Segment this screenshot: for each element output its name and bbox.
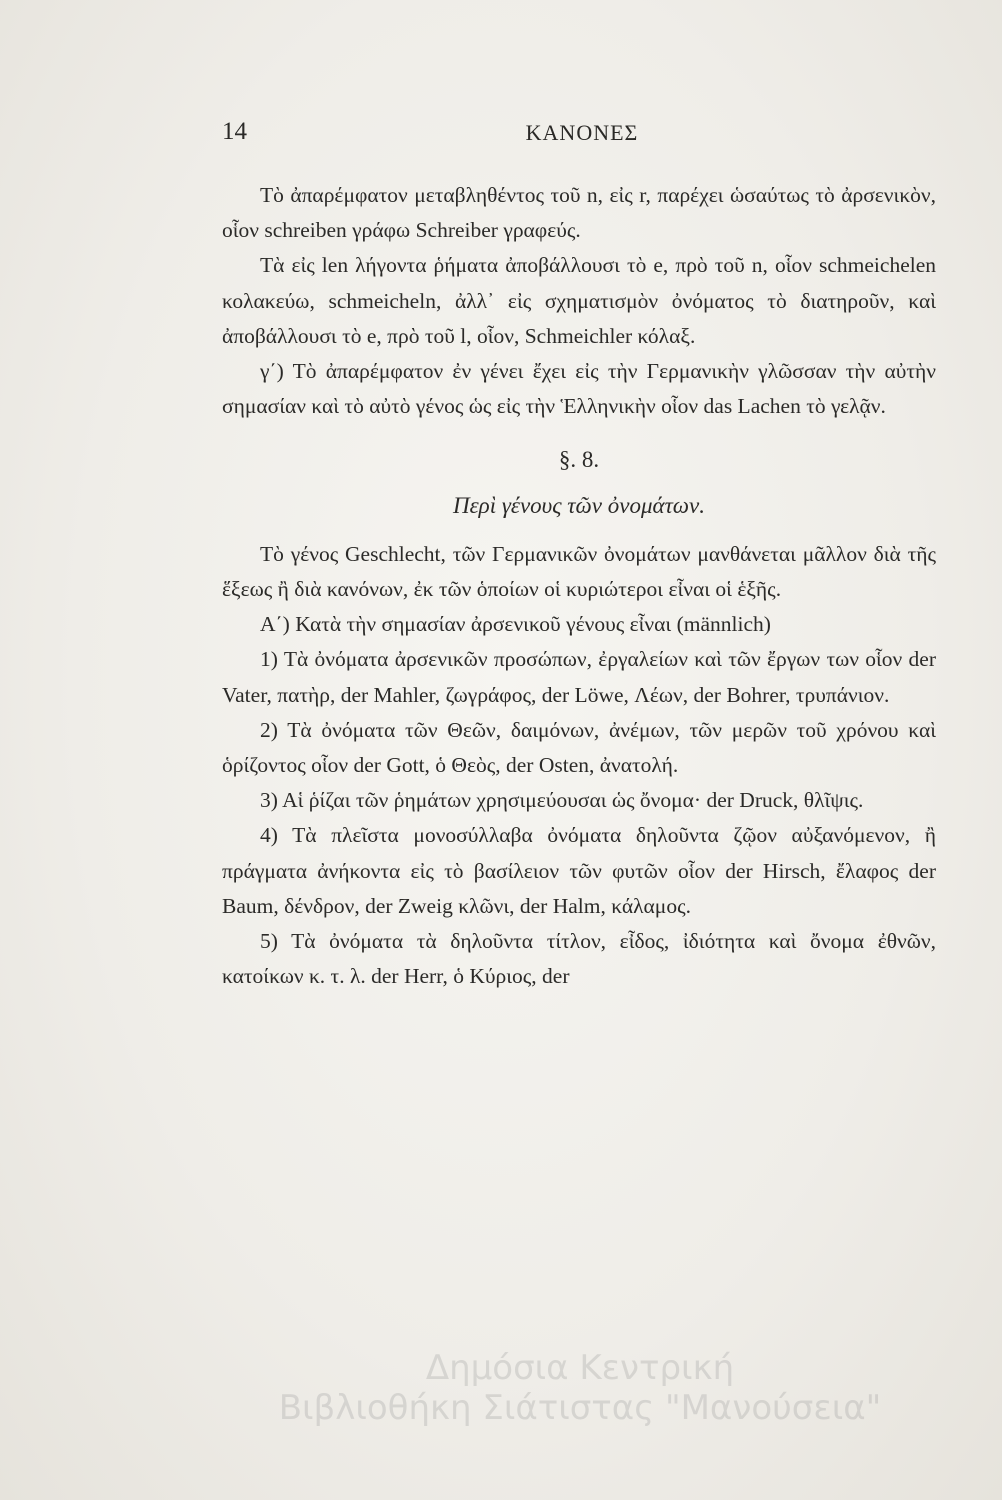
page-number: 14: [222, 118, 247, 145]
paragraph: γ΄) Τὸ ἀπαρέμφατον ἐν γένει ἔχει εἰς τὴν Γερμανικὴν γλῶσσαν τὴν αὐτὴν σημασίαν καὶ τὸ αὐτὸ γένος ὡς εἰς τὴν Ἑλληνικὴν οἷον das Lachen τὸ γελᾷν.: [222, 359, 936, 419]
list-item: 2) Τὰ ὀνόματα τῶν Θεῶν, δαιμόνων, ἀνέμων, τῶν μερῶν τοῦ χρόνου καὶ ὁρίζοντος οἷον der Gott, ὁ Θεὸς, der Osten, ἀνατολή.: [222, 717, 936, 778]
list-item: 1) Τὰ ὀνόματα ἀρσενικῶν προσώπων, ἐργαλείων καὶ τῶν ἔργων των οἷον der Vater, πατὴρ, der Mahler, ζωγράφος, der Löwe, Λέων, der Bohrer, τρυπάνιον.: [222, 647, 936, 707]
watermark-line: Δημόσια Κεντρική: [425, 1348, 735, 1388]
body-text: [222, 178, 936, 994]
watermark-line: Βιβλιοθήκη Σιάτιστας "Μανούσεια": [278, 1388, 882, 1428]
paragraph: Τὸ ἀπαρέμφατον μεταβληθέντος τοῦ n, εἰς r, παρέχει ὡσαύτως τὸ ἀρσενικὸν, οἷον schreiben γράφω Schreiber γραφεύς.: [222, 183, 936, 243]
page-header: [222, 118, 942, 158]
running-title: ΚΑΝΟΝΕΣ: [525, 120, 639, 145]
paragraph: Τὸ γένος Geschlecht, τῶν Γερμανικῶν ὀνομάτων μανθάνεται μᾶλλον διὰ τῆς ἕξεως ἢ διὰ κανόνων, ἐκ τῶν ὁποίων οἱ κυριώτεροι εἶναι οἱ ἑξῆς.: [222, 541, 936, 602]
section-number: §. 8.: [558, 447, 600, 473]
library-watermark: [180, 1348, 980, 1428]
paragraph: Α΄) Κατὰ τὴν σημασίαν ἀρσενικοῦ γένους εἶναι (männlich): [260, 612, 771, 637]
paragraph: Τὰ εἰς len λήγοντα ῥήματα ἀποβάλλουσι τὸ e, πρὸ τοῦ n, οἷον schmeichelen κολακεύω, schmeicheln, ἀλλ᾽ εἰς σχηματισμὸν ὀνόματος τὸ διατηροῦν, καὶ ἀποβάλλουσι τὸ e, πρὸ τοῦ l, οἷον, Schmeichler κόλαξ.: [222, 253, 936, 348]
section-title: Περὶ γένους τῶν ὀνομάτων.: [452, 492, 705, 518]
list-item: 5) Τὰ ὀνόματα τὰ δηλοῦντα τίτλον, εἶδος, ἰδιότητα καὶ ὄνομα ἐθνῶν, κατοίκων κ. τ. λ. der Herr, ὁ Κύριος, der: [222, 929, 936, 989]
list-item: 4) Τὰ πλεῖστα μονοσύλλαβα ὀνόματα δηλοῦντα ζῷον αὐξανόμενον, ἢ πράγματα ἀνήκοντα εἰς τὸ βασίλειον τῶν φυτῶν οἷον der Hirsch, ἔλαφος der Baum, δένδρον, der Zweig κλῶνι, der Halm, κάλαμος.: [222, 823, 936, 918]
list-item: 3) Αἱ ῥίζαι τῶν ῥημάτων χρησιμεύουσαι ὡς ὄνομα· der Druck, θλῖψις.: [260, 788, 864, 813]
